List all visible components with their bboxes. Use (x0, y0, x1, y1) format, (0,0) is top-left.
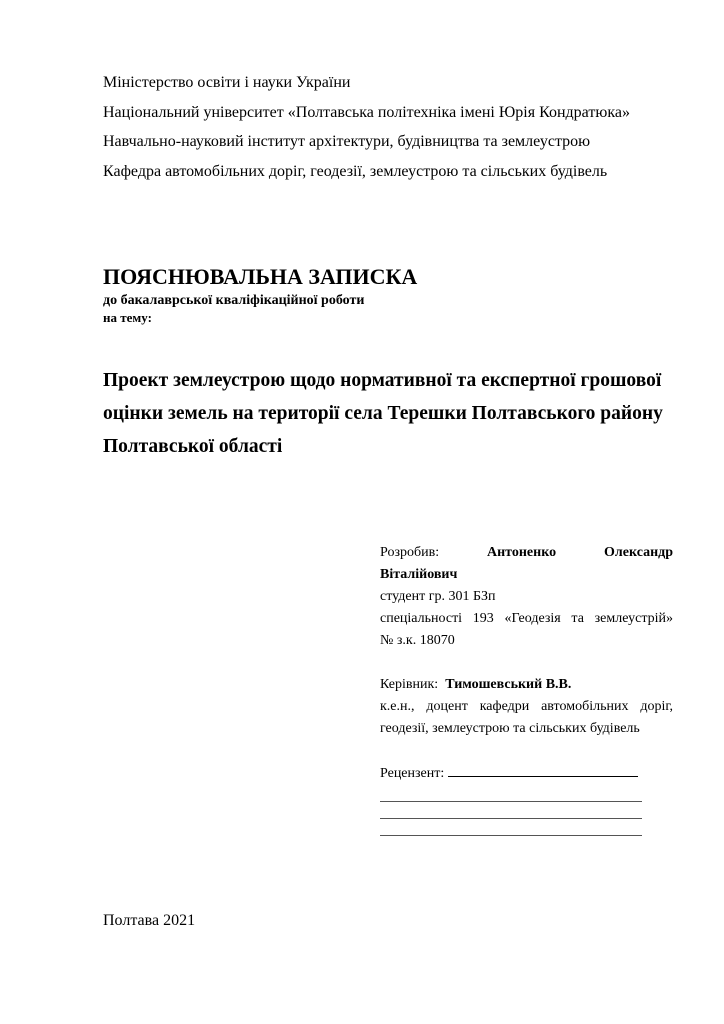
on-topic-label: на тему: (103, 310, 152, 325)
reviewer-blank (448, 762, 638, 777)
reviewer-line (380, 762, 673, 785)
author-line (380, 542, 673, 564)
reviewer-label: Рецензент: (380, 766, 445, 781)
university: Національний університет «Полтавська політехніка імені Юрія Кондратюка» (103, 103, 630, 121)
author-specialty: спеціальності 193 «Геодезія та землеустрій» (380, 611, 673, 626)
author-group: студент гр. 301 БЗп (380, 589, 496, 604)
reviewer-blank-line (380, 785, 642, 802)
supervisor-label: Керівник: (380, 677, 439, 692)
reviewer-blank-line (380, 819, 642, 836)
topic: Проект землеустрою щодо нормативної та експертної грошової оцінки земель на території села Терешки Полтавського району Полтавської області (103, 370, 663, 457)
document-title: ПОЯСНЮВАЛЬНА ЗАПИСКА (103, 264, 418, 289)
reviewer-blank-line (380, 802, 642, 819)
ministry: Міністерство освіти і науки України (103, 74, 351, 91)
author-surname: Антоненко (487, 545, 557, 560)
author-patronymic: Віталійович (380, 567, 458, 582)
author-record: № з.к. 18070 (380, 633, 455, 648)
supervisor-name: Тимошевський В.В. (445, 677, 572, 692)
supervisor-line (380, 674, 673, 696)
institute: Навчально-науковий інститут архітектури, будівництва та землеустрою (103, 133, 591, 150)
signature-block (380, 542, 673, 836)
department: Кафедра автомобільних доріг, геодезії, землеустрою та сільських будівель (103, 162, 608, 180)
institution-header (103, 68, 630, 186)
city-year: Полтава 2021 (103, 912, 196, 929)
supervisor-position: к.е.н., доцент кафедри автомобільних доріг, геодезії, землеустрою та сільських будівель (380, 699, 673, 736)
document-subtitle: до бакалаврської кваліфікаційної роботи (103, 293, 365, 308)
author-name: Олександр (604, 545, 674, 560)
author-label: Розробив: (380, 545, 440, 560)
